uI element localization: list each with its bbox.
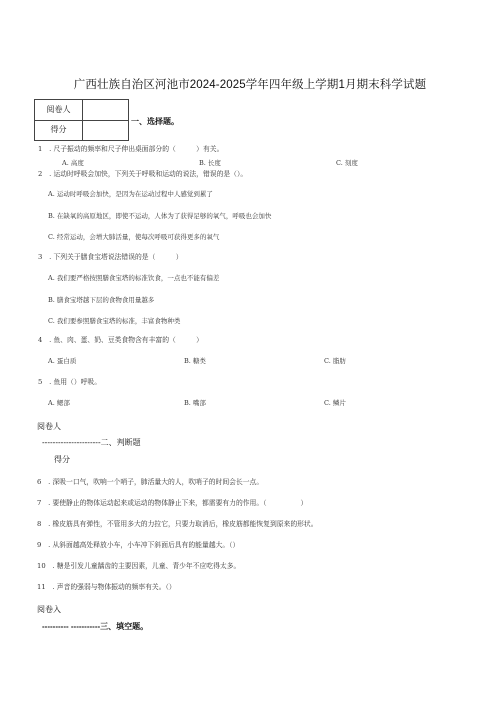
q2-option-c: C. 经常运动，会增大肺活量，使每次呼吸可获得更多的氧气 (48, 233, 220, 241)
q3-option-c: C. 我们要参照膳食宝塔的标准，丰富食物种类 (48, 317, 181, 325)
q1-option-c: C. 刻度 (336, 159, 358, 167)
q1-option-b: B. 长度 (199, 159, 221, 167)
q2-option-b: B. 在缺氧的高原地区，即使不运动，人体为了获得足够的氧气，呼吸也会加快 (48, 212, 272, 220)
section3-reviewer-label: 阅卷入 (37, 605, 61, 614)
judge-item-10: 10 . 糖是引发儿童龋齿的主要因素，儿童、青少年不应吃得太多。 (37, 562, 241, 570)
score-label: 得分 (35, 120, 83, 140)
q4-option-a: A. 蛋白质 (48, 357, 77, 365)
judge-item-7: 7 . 要使静止的物体运动起来或运动的物体静止下来，都需要有力的作用。（ ） (37, 499, 308, 507)
q5-option-c: C. 鳞片 (324, 399, 346, 407)
q4-option-c: C. 脂肪 (324, 357, 346, 365)
section-heading-judge: ----------------------二、判断题 (42, 438, 141, 447)
question-5: 5 . 鱼用（）呼吸。 (38, 378, 102, 386)
question-2: 2 . 运动时呼吸会加快，下列关于呼吸和运动的说法，错误的是（）。 (38, 170, 248, 178)
document-title: 广西壮族自治区河池市2024-2025学年四年级上学期1月期末科学试题 (73, 79, 427, 91)
judge-item-11: 11 . 声音的强弱与物体振动的频率有关。（） (37, 583, 176, 591)
q5-option-b: B. 嘴部 (184, 399, 206, 407)
section-heading-choice: 一、选择题。 (131, 117, 179, 126)
q1-option-a: A. 高度 (62, 159, 84, 167)
question-4: 4 . 鱼、肉、蛋、奶、豆类食物含有丰富的（ ） (38, 336, 203, 344)
grader-box (34, 99, 129, 141)
section2-score-label: 得分 (54, 455, 70, 464)
q5-option-a: A. 鳃部 (48, 399, 70, 407)
question-1: 1 . 尺子振动的频率和尺子伸出桌面部分的（ ）有关。 (38, 145, 224, 153)
section-heading-fill: ---------- -----------三、填空题。 (42, 622, 149, 631)
question-3: 3 . 下列关于膳食宝塔说法错误的是（ ） (38, 253, 183, 261)
section2-reviewer-label: 阅卷人 (37, 422, 61, 431)
grader-row-reviewer (35, 100, 128, 121)
q3-option-b: B. 膳食宝塔越下层的食物食用量越多 (48, 296, 155, 304)
q4-option-b: B. 糖类 (184, 357, 206, 365)
judge-item-9: 9 . 从斜面越高处释放小车，小车冲下斜面后具有的能量越大。（） (37, 541, 240, 549)
q3-option-a: A. 我们要严格按照膳食宝塔的标准饮食，一点也不能有偏差 (48, 274, 220, 282)
reviewer-label: 阅卷人 (35, 100, 83, 120)
q2-option-a: A. 运动时呼吸会加快，是因为在运动过程中人感觉到累了 (48, 190, 213, 198)
grader-row-score (35, 120, 128, 140)
judge-item-8: 8 . 橡皮筋具有弹性，不管用多大的力拉它，只要力取消后，橡皮筋都能恢复到原来的形状。 (37, 520, 318, 528)
judge-item-6: 6 . 深吸一口气，吹响一个哨子，肺活量大的人，吹哨子的时间会长一点。 (37, 478, 264, 486)
